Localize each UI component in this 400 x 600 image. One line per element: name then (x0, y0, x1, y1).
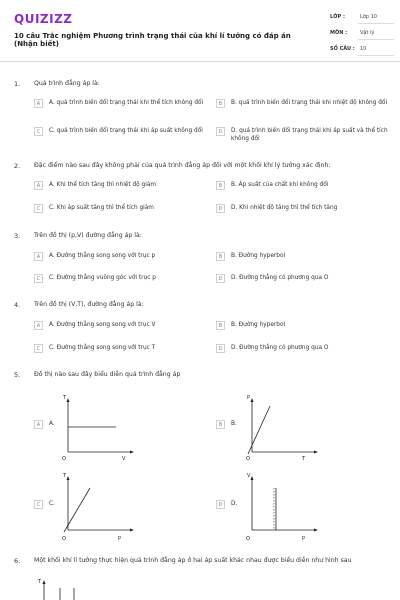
question-text: Đồ thị nào sau đây biểu diễn quá trình đẳng áp (34, 371, 181, 378)
y-axis-label: V (247, 473, 251, 479)
option-text: C. (49, 501, 55, 507)
option-letter-box[interactable]: C (34, 274, 43, 283)
option-text: A. Khi thể tích tăng thì nhiệt độ giảm (49, 182, 157, 188)
option-text: A. quá trình biến đổi trạng thái khi thể tích không đổi (49, 100, 204, 106)
x-axis-label: P (302, 536, 306, 542)
option-letter-box[interactable]: D (216, 344, 225, 353)
origin-label: O (246, 456, 250, 462)
worksheet-header (0, 0, 400, 62)
option-letter-box[interactable]: B (216, 420, 225, 429)
option-letter-box[interactable]: D (216, 204, 225, 213)
answer-option[interactable] (34, 181, 214, 190)
option-text: B. Áp suất của chất khí không đổi (231, 182, 329, 188)
y-axis-label: T (63, 473, 67, 479)
answer-option[interactable] (216, 321, 396, 330)
question-number: 5. (14, 371, 21, 379)
answer-option[interactable] (216, 274, 396, 283)
question-text: Trên đồ thị (p,V) đường đẳng áp là: (34, 232, 142, 239)
graph-question-6 (36, 574, 96, 600)
option-text: B. Đường hyperbol (231, 322, 286, 328)
option-letter-box[interactable]: A (34, 321, 43, 330)
question-number: 2. (14, 162, 21, 170)
option-letter-box[interactable]: C (34, 500, 43, 509)
answer-option[interactable] (216, 204, 396, 213)
option-letter-box[interactable]: D (216, 274, 225, 283)
option-letter-box[interactable]: D (216, 500, 225, 509)
option-text: D. Đường thẳng có phương qua O (231, 345, 329, 351)
option-letter-box[interactable]: A (34, 252, 43, 261)
count-value: 10 (360, 46, 367, 52)
question-number: 4. (14, 301, 21, 309)
quizizz-logo: QUIZIZZ (14, 12, 73, 26)
x-axis-label: V (122, 456, 126, 462)
option-text: A. Đường thẳng song song với trục p (49, 253, 156, 259)
option-letter-box[interactable]: C (34, 344, 43, 353)
option-text: C. quá trình biến đổi trạng thái khi áp suất không đổi (49, 128, 203, 134)
option-text: D. quá trình biến đổi trạng thái khi áp suất và thể tích không đổi (231, 128, 388, 142)
option-text: B. (231, 421, 237, 427)
x-axis-label: P (118, 536, 122, 542)
answer-option[interactable] (34, 274, 214, 283)
option-letter-box[interactable]: D (216, 127, 225, 136)
answer-option[interactable] (216, 252, 396, 261)
subject-label: MÔN : (330, 30, 348, 36)
option-text: A. (49, 421, 55, 427)
option-text: C. Đường thẳng vuông góc với trục p (49, 275, 156, 281)
answer-option[interactable] (216, 99, 396, 108)
question-text: Trên đồ thị (V,T), đường đẳng áp là: (34, 301, 144, 308)
x-axis-label: T (302, 456, 306, 462)
question-text: Quá trình đẳng áp là: (34, 80, 100, 87)
question-text: Một khối khí lí tưởng thực hiện quá trình đẳng áp ở hai áp suất khác nhau được biểu diễn như hình sau (34, 557, 352, 564)
option-text: C. Đường thẳng song song với trục T (49, 345, 156, 351)
answer-option[interactable] (216, 181, 396, 190)
worksheet-title: 10 câu Trắc nghiệm Phương trình trạng thái của khí lí tưởng có đáp án (Nhận biết) (14, 32, 291, 48)
answer-option[interactable] (34, 204, 214, 213)
option-letter-box[interactable]: A (34, 99, 43, 108)
origin-label: O (246, 536, 250, 542)
option-text: D. (231, 501, 238, 507)
graph-option-c (60, 470, 140, 542)
graph-option-d (244, 470, 324, 542)
y-axis-label: T (63, 395, 67, 401)
answer-option[interactable] (34, 252, 214, 261)
y-axis-label: T (38, 579, 42, 585)
answer-option[interactable] (216, 127, 396, 143)
answer-option[interactable] (34, 344, 214, 353)
y-axis-label: P (247, 395, 251, 401)
option-text: C. Khi áp suất tăng thì thể tích giảm (49, 205, 154, 211)
option-letter-box[interactable]: A (34, 420, 43, 429)
option-letter-box[interactable]: B (216, 321, 225, 330)
subject-value: Vật lý (360, 30, 375, 36)
option-text: B. quá trình biến đổi trạng thái khi nhiệt độ không đổi (231, 100, 388, 106)
question-number: 1. (14, 80, 21, 88)
answer-option[interactable] (216, 344, 396, 353)
count-label: SỐ CÂU : (330, 46, 355, 52)
option-text: A. Đường thẳng song song với trục V (49, 322, 156, 328)
class-value: Lớp 10 (360, 14, 377, 20)
option-letter-box[interactable]: A (34, 181, 43, 190)
answer-option[interactable] (34, 99, 224, 108)
option-letter-box[interactable]: C (34, 204, 43, 213)
option-letter-box[interactable]: B (216, 181, 225, 190)
option-letter-box[interactable]: B (216, 252, 225, 261)
option-letter-box[interactable]: B (216, 99, 225, 108)
option-text: D. Đường thẳng có phương qua O (231, 275, 329, 281)
origin-label: O (62, 536, 66, 542)
option-text: D. Khi nhiệt độ tăng thì thể tích tăng (231, 205, 338, 211)
graph-option-a (60, 392, 140, 462)
option-letter-box[interactable]: C (34, 127, 43, 136)
origin-label: O (62, 456, 66, 462)
answer-option[interactable] (34, 127, 224, 136)
question-text: Đặc điểm nào sau đây không phải của quá trình đẳng áp đối với một khối khí lý tưởng xác định: (34, 162, 331, 169)
option-text: B. Đường hyperbol (231, 253, 286, 259)
question-number: 3. (14, 232, 21, 240)
question-number: 6. (14, 557, 21, 565)
graph-option-b (244, 392, 324, 462)
answer-option[interactable] (34, 321, 214, 330)
class-label: LỚP : (330, 14, 345, 20)
